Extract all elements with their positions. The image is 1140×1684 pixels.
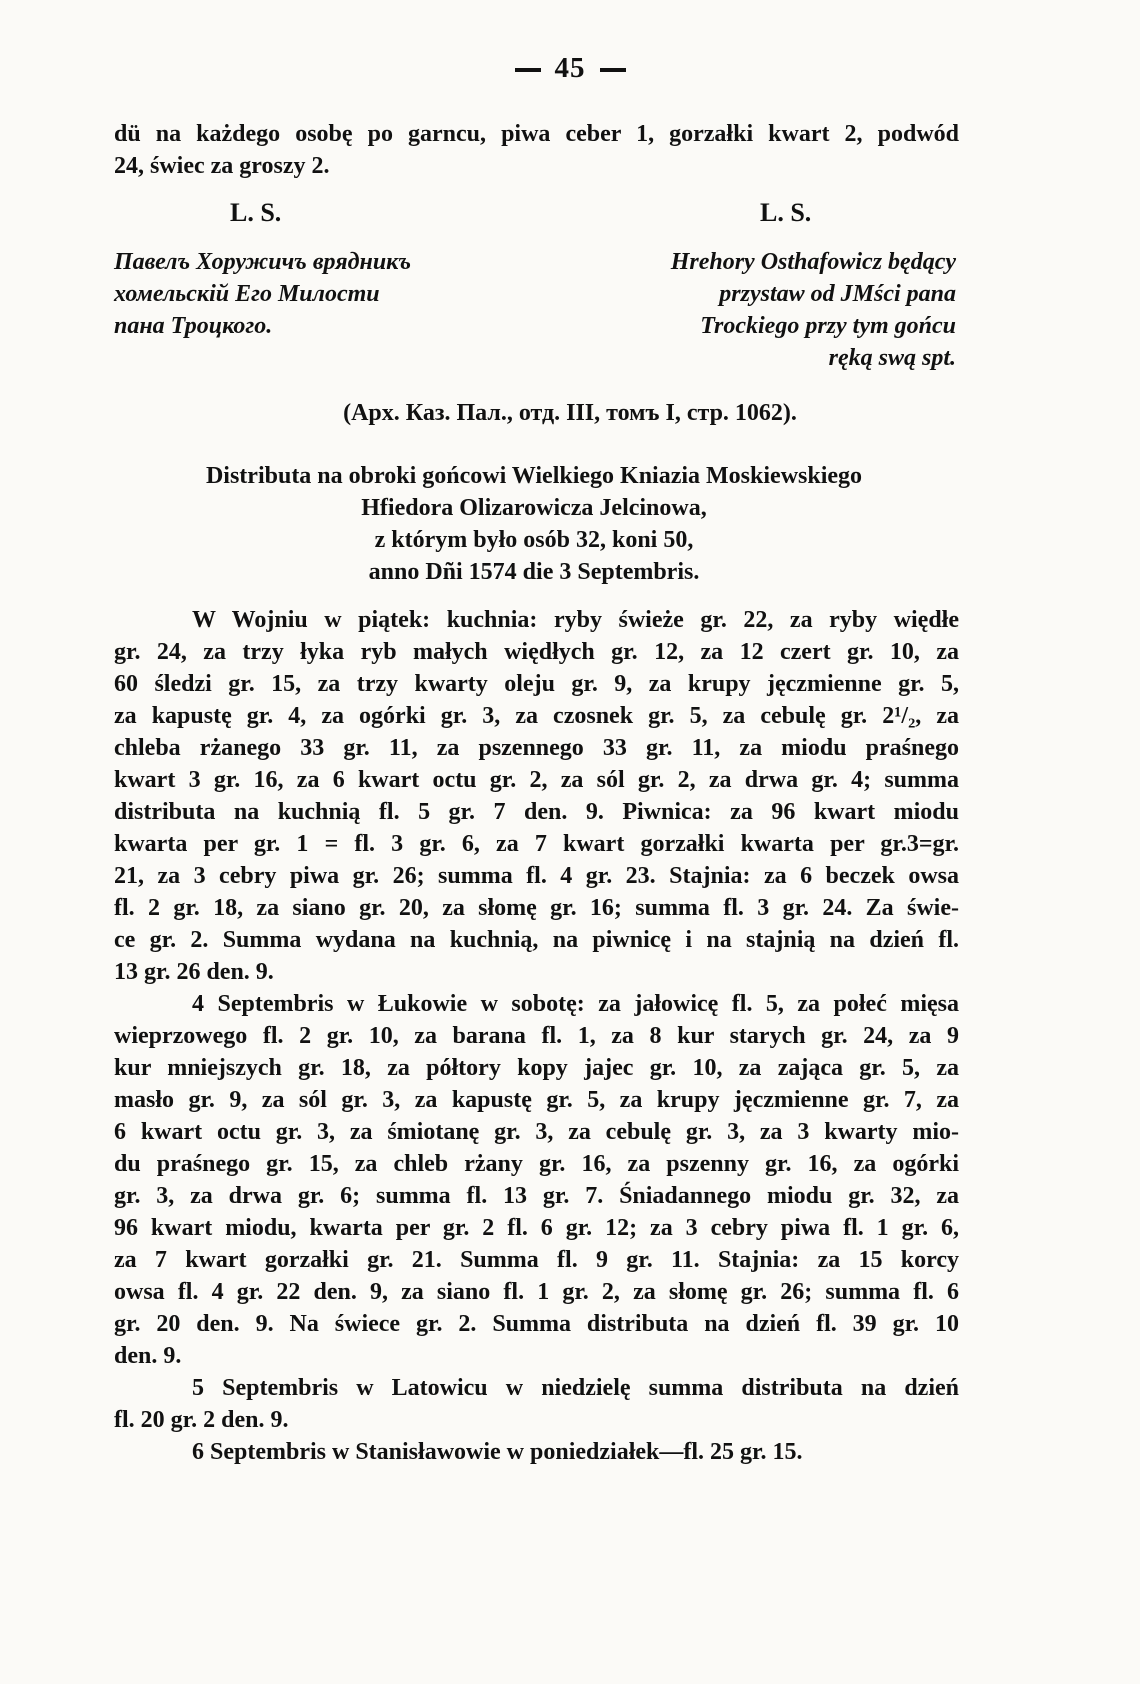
- text-line: owsa fl. 4 gr. 22 den. 9, za siano fl. 1 gr. 2, za słomę gr. 26; summa fl. 6: [114, 1279, 959, 1305]
- signature-line: Trockiego przy tym gońcu: [700, 313, 956, 339]
- signature-line: ręką swą spt.: [828, 345, 956, 371]
- text-line: fl. 20 gr. 2 den. 9.: [114, 1407, 289, 1433]
- signature-line: пана Троцкого.: [114, 313, 273, 339]
- text-line: 21, za 3 cebry piwa gr. 26; summa fl. 4 gr. 23. Stajnia: za 6 beczek owsa: [114, 863, 959, 889]
- page-header: [0, 52, 1140, 85]
- text-line: 60 śledzi gr. 15, za trzy kwarty oleju gr. 9, za krupy jęczmienne gr. 5,: [114, 671, 959, 697]
- text-line: kur mniejszych gr. 18, za półtory kopy jajec gr. 10, za zająca gr. 5, za: [114, 1055, 959, 1081]
- opening-text: [114, 118, 959, 182]
- text-line: 24, świec za groszy 2.: [114, 153, 330, 179]
- signature-line: Павелъ Хоружичъ врядникъ: [114, 249, 411, 275]
- source-reference: (Арх. Каз. Пал., отд. III, томъ I, стр. 1062).: [343, 400, 797, 426]
- signature-line: хомельскій Его Милости: [114, 281, 380, 307]
- section-title: [114, 460, 954, 588]
- text-line: gr. 20 den. 9. Na świece gr. 2. Summa distributa na dzień fl. 39 gr. 10: [114, 1311, 959, 1337]
- page-number: 45: [554, 52, 586, 84]
- title-line: z którym było osób 32, koni 50,: [374, 527, 694, 553]
- signature-left: [114, 246, 411, 342]
- seal-left: L. S.: [230, 198, 282, 227]
- title-line: Hfiedora Olizarowicza Jelcinowa,: [361, 495, 707, 521]
- text-line: 5 Septembris w Latowicu w niedzielę summa distributa na dzień: [192, 1375, 959, 1401]
- text-line: du praśnego gr. 15, za chleb rżany gr. 16, za pszenny gr. 16, za ogórki: [114, 1151, 959, 1177]
- title-line: Distributa na obroki gońcowi Wielkiego Kniazia Moskiewskiego: [205, 463, 863, 489]
- text-line: 13 gr. 26 den. 9.: [114, 959, 274, 985]
- text-line: ce gr. 2. Summa wydana na kuchnią, na piwnicę i na stajnią na dzień fl.: [114, 927, 959, 953]
- text-line: gr. 3, za drwa gr. 6; summa fl. 13 gr. 7. Śniadannego miodu gr. 32, za: [114, 1183, 959, 1209]
- text-line: masło gr. 9, za sól gr. 3, za kapustę gr. 5, za krupy jęczmienne gr. 7, za: [114, 1087, 959, 1113]
- text-line: den. 9.: [114, 1343, 182, 1369]
- text-line: gr. 24, za trzy łyka ryb małych więdłych gr. 12, za 12 czert gr. 10, za: [114, 639, 959, 665]
- paragraph-3: [114, 1372, 959, 1436]
- text-line: 96 kwart miodu, kwarta per gr. 2 fl. 6 gr. 12; za 3 cebry piwa fl. 1 gr. 6,: [114, 1215, 959, 1241]
- signature-line: przystaw od JMści pana: [719, 281, 956, 307]
- body-text: [114, 604, 959, 1468]
- signature-line: Hrehory Osthafowicz będący: [670, 249, 956, 275]
- title-line: anno Dñi 1574 die 3 Septembris.: [368, 559, 700, 585]
- signature-right: [608, 246, 956, 374]
- paragraph-2: [114, 988, 959, 1372]
- text-line: W Wojniu w piątek: kuchnia: ryby świeże gr. 22, za ryby więdłe: [192, 607, 959, 633]
- seal-right: L. S.: [760, 198, 812, 227]
- text-line: 6 kwart octu gr. 3, za śmiotanę gr. 3, za cebulę gr. 3, za 3 kwarty mio-: [114, 1119, 959, 1145]
- text-line: kwarta per gr. 1 = fl. 3 gr. 6, za 7 kwart gorzałki kwarta per gr.3=gr.: [114, 831, 959, 857]
- text-line: distributa na kuchnią fl. 5 gr. 7 den. 9. Piwnica: za 96 kwart miodu: [114, 799, 959, 825]
- text-line: 6 Septembris w Stanisławowie w poniedziałek—fl. 25 gr. 15.: [192, 1439, 803, 1465]
- paragraph-4: [114, 1436, 959, 1468]
- text-line: wieprzowego fl. 2 gr. 10, za barana fl. 1, za 8 kur starych gr. 24, za 9: [114, 1023, 959, 1049]
- text-line: kwart 3 gr. 16, za 6 kwart octu gr. 2, za sól gr. 2, za drwa gr. 4; summa: [114, 767, 959, 793]
- header-dash-left: [515, 68, 541, 72]
- text-line: chleba rżanego 33 gr. 11, za pszennego 33 gr. 11, za miodu praśnego: [114, 735, 959, 761]
- text-line: za 7 kwart gorzałki gr. 21. Summa fl. 9 gr. 11. Stajnia: za 15 korcy: [114, 1247, 959, 1273]
- text-line: 4 Septembris w Łukowie w sobotę: za jałowicę fl. 5, za połeć mięsa: [192, 991, 959, 1017]
- text-line: za kapustę gr. 4, za ogórki gr. 3, za czosnek gr. 5, za cebulę gr. 2¹/₂, za: [114, 703, 959, 729]
- header-dash-right: [600, 68, 626, 72]
- text-line: dü na każdego osobę po garncu, piwa ceber 1, gorzałki kwart 2, podwód: [114, 121, 959, 147]
- paragraph-1: [114, 604, 959, 988]
- text-line: fl. 2 gr. 18, za siano gr. 20, za słomę gr. 16; summa fl. 3 gr. 24. Za świe-: [114, 895, 959, 921]
